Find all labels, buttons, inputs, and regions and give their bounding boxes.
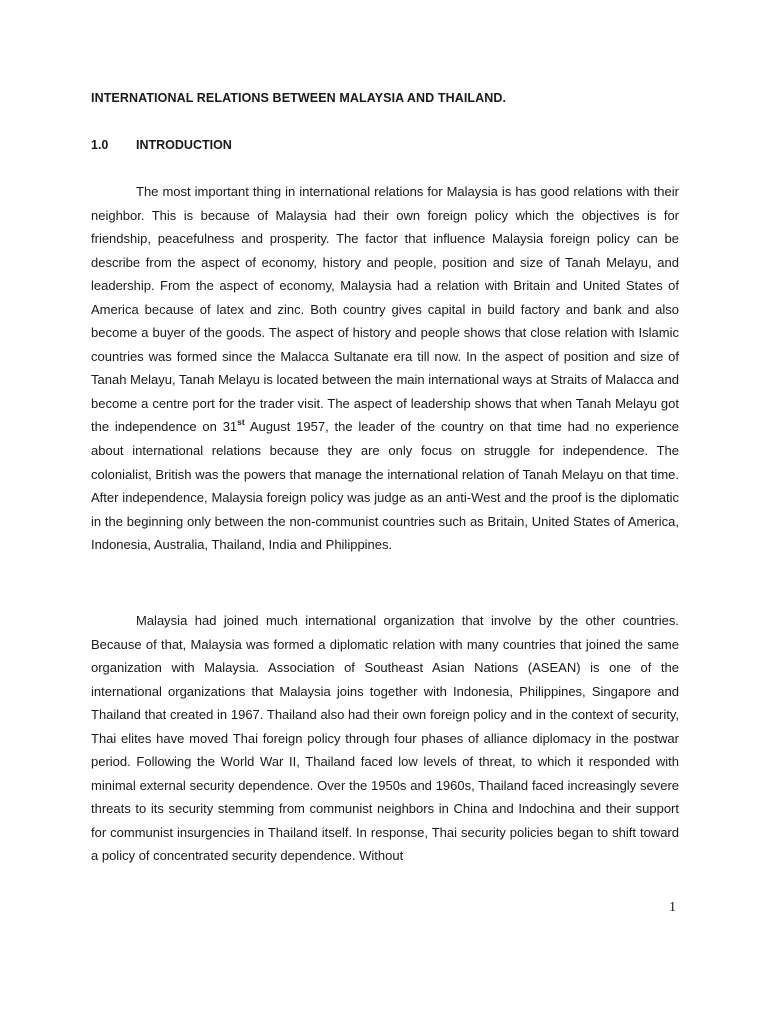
paragraph-introduction	[91, 180, 679, 557]
paragraph-2-text: Malaysia had joined much international organization that involve by the other countries. Because of that, Malaysia was formed a diplomatic relation with many countries that joined the same organization with Malaysia. Association of Southeast Asian Nations (ASEAN) is one of the international organizations that Malaysia joins together with Indonesia, Philippines, Singapore and Thailand that created in 1967. Thailand also had their own foreign policy and in the context of security, Thai elites have moved Thai foreign policy through four phases of alliance diplomacy in the postwar period. Following the World War II, Thailand faced low levels of threat, to which it responded with minimal external security dependence. Over the 1950s and 1960s, Thailand faced increasingly severe threats to its security stemming from communist neighbors in China and Indochina and their support for communist insurgencies in Thailand itself. In response, Thai security policies began to shift toward a policy of concentrated security dependence. Without	[91, 613, 679, 864]
document-title: INTERNATIONAL RELATIONS BETWEEN MALAYSIA AND THAILAND.	[91, 91, 507, 105]
page-number: 1	[669, 900, 676, 915]
paragraph-1-text-b: August 1957, the leader of the country on that time had no experience about international relations because they are only focus on struggle for independence. The colonialist, British was the powers that manage the international relation of Tanah Melayu on that time. After independence, Malaysia foreign policy was judge as an anti-West and the proof is the diplomatic in the beginning only between the non-communist countries such as Britain, United States of America, Indonesia, Australia, Thailand, India and Philippines.	[91, 419, 679, 553]
paragraph-1-text-a: The most important thing in international relations for Malaysia is has good relations with their neighbor. This is because of Malaysia had their own foreign policy which the objectives is for friendship, peacefulness and prosperity. The factor that influence Malaysia foreign policy can be describe from the aspect of economy, history and people, position and size of Tanah Melayu, and leadership. From the aspect of economy, Malaysia had a relation with Britain and United States of America because of latex and zinc. Both country gives capital in build factory and bank and also become a buyer of the goods. The aspect of history and people shows that close relation with Islamic countries was formed since the Malacca Sultanate era till now. In the aspect of position and size of Tanah Melayu, Tanah Melayu is located between the main international ways at Straits of Malacca and become a centre port for the trader visit. The aspect of leadership shows that when Tanah Melayu got the independence on 31	[91, 184, 679, 435]
section-title: INTRODUCTION	[136, 138, 232, 152]
paragraph-organizations	[91, 609, 679, 868]
ordinal-superscript: st	[237, 417, 245, 428]
section-number: 1.0	[91, 138, 109, 152]
section-heading	[91, 138, 232, 152]
